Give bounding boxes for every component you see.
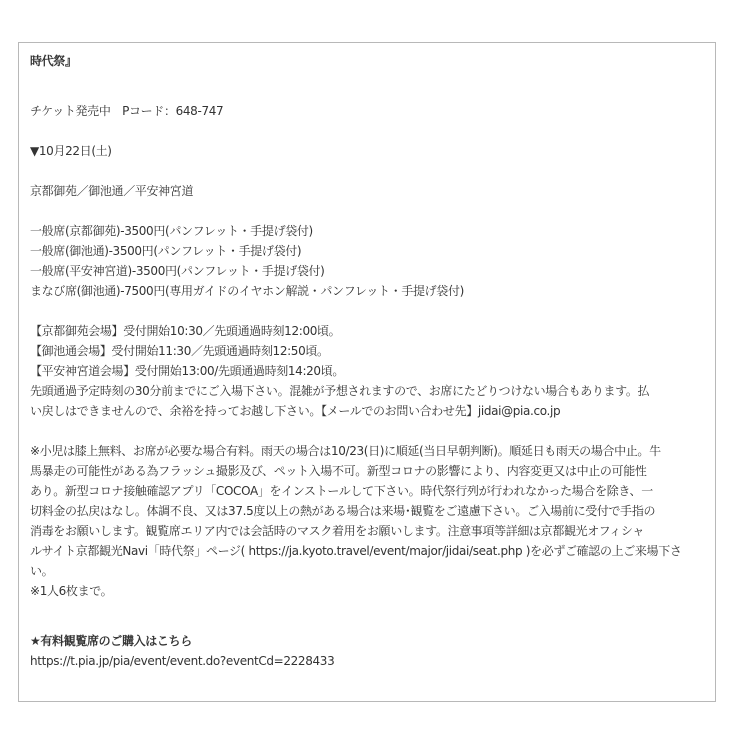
spacer [30,301,704,321]
price-list [30,221,704,301]
purchase-heading: ★有料観覧席のご購入はこちら [30,634,192,648]
price-item: 一般席(平安神宮道)-3500円(パンフレット・手提げ袋付) [30,264,325,278]
ticket-sale-info: チケット発売中 Pコード：648-747 [30,104,224,118]
note-line: あり。新型コロナ接触確認アプリ「COCOA」をインストールして下さい。時代祭行列が行われなかった場合を除き、一 [30,484,653,498]
price-item: 一般席(京都御苑)-3500円(パンフレット・手提げ袋付) [30,224,313,238]
note-line: ※1人6枚まで。 [30,584,113,598]
venue-list: 京都御苑／御池通／平安神宮道 [30,184,194,198]
purchase-link-row [30,651,704,671]
note-line: 切料金の払戻はなし。体調不良、又は37.5度以上の熱がある場合は来場･観覧をご遠慮下さい。ご入場前に受付で手指の [30,504,656,518]
spacer [30,601,704,631]
page-title: 時代祭』 [30,54,77,68]
note-line: い。 [30,564,54,578]
schedule-item: 【御池通会場】受付開始11:30／先頭通過時刻12:50頃。 [30,344,329,358]
note-line: ルサイト京都観光Navi「時代祭」ページ( https://ja.kyoto.travel/event/major/jidai/seat.php )を必ずご確認の上ご来場下さ [30,544,682,558]
spacer [30,161,704,181]
schedule-list [30,321,704,421]
spacer [30,201,704,221]
note-line: 馬暴走の可能性がある為フラッシュ撮影及び、ペット入場不可。新型コロナの影響により、内容変更又は中止の可能性 [30,464,647,478]
note-line: ※小児は膝上無料、お席が必要な場合有料。雨天の場合は10/23(日)に順延(当日早朝判断)。順延日も雨天の場合中止。牛 [30,444,661,458]
event-date: ▼10月22日(土) [30,144,112,158]
schedule-item: い戻しはできませんので、余裕を持ってお越し下さい。【メールでのお問い合わせ先】jidai@pia.co.jp [30,404,561,418]
purchase-link[interactable]: https://t.pia.jp/pia/event/event.do?eventCd=2228433 [30,654,335,668]
ticket-info-panel [18,42,716,702]
notes-list [30,441,704,601]
schedule-item: 先頭通過予定時刻の30分前までにご入場下さい。混雑が予想されますので、お席にたどりつけない場合もあります。払 [30,384,650,398]
spacer [30,121,704,141]
price-item: 一般席(御池通)-3500円(パンフレット・手提げ袋付) [30,244,302,258]
note-line: 消毒をお願いします。観覧席エリア内では会話時のマスク着用をお願いします。注意事項等詳細は京都観光オフィシャ [30,524,644,538]
price-item: まなび席(御池通)-7500円(専用ガイドのイヤホン解説・パンフレット・手提げ袋付) [30,284,464,298]
schedule-item: 【京都御苑会場】受付開始10:30／先頭通過時刻12:00頃。 [30,324,341,338]
spacer [30,71,704,101]
spacer [30,421,704,441]
schedule-item: 【平安神宮道会場】受付開始13:00/先頭通過時刻14:20頃。 [30,364,345,378]
